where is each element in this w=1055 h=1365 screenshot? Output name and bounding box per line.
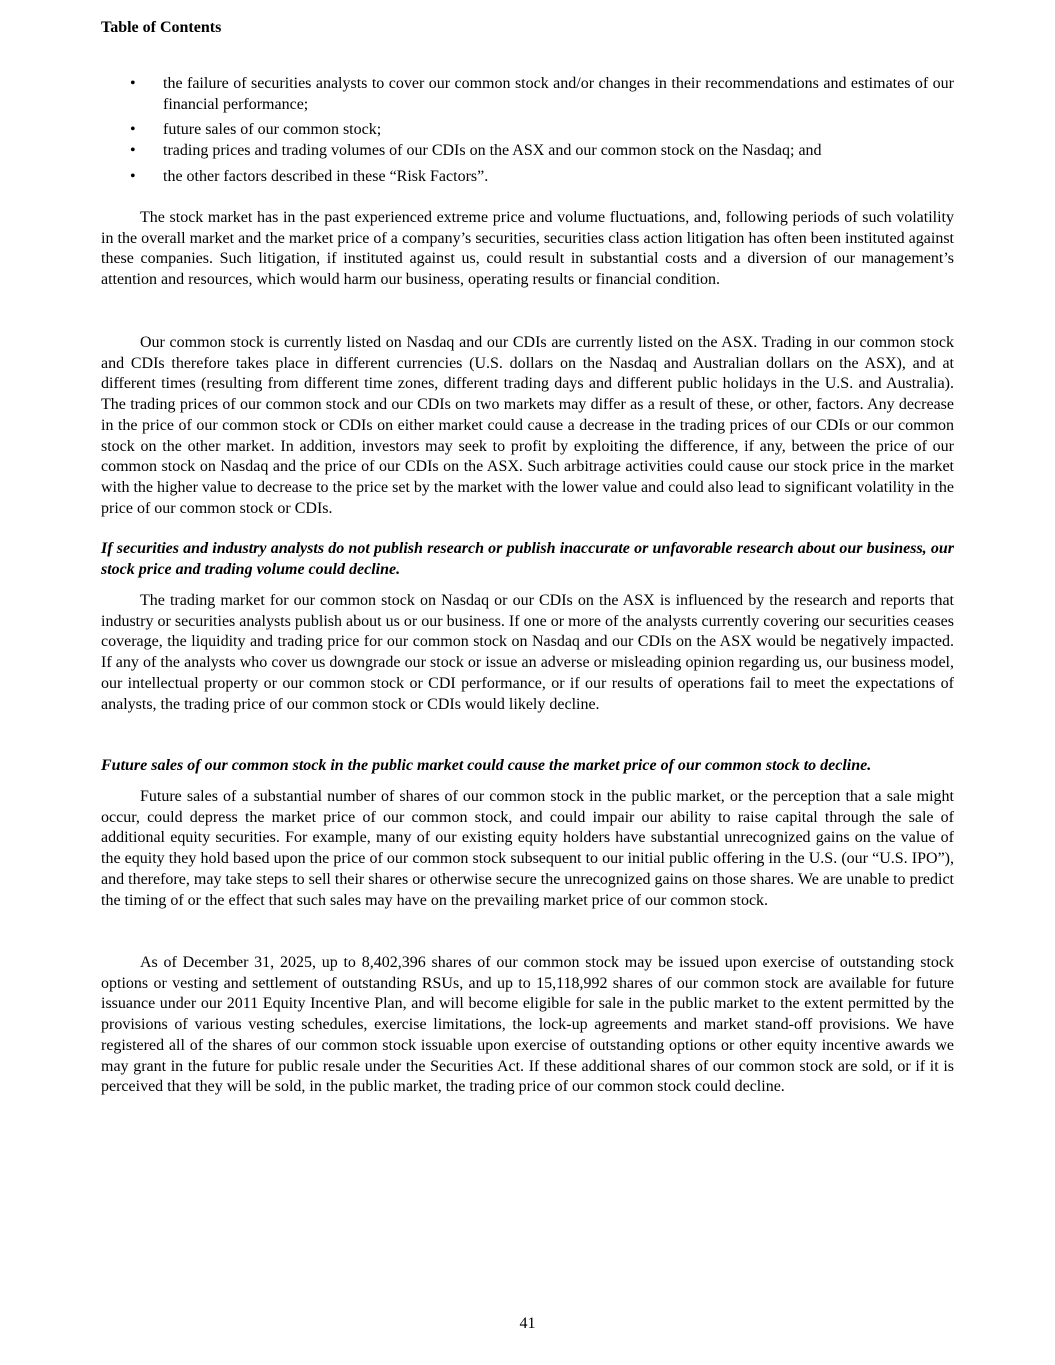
list-item bbox=[101, 74, 954, 115]
paragraph: Our common stock is currently listed on Nasdaq and our CDIs are currently listed on the ASX. Trading in our common stock and CDIs therefore takes place in different currencies (U.S. dollars on the Nasdaq and Australian dollars on the ASX), and at different times (resulting from different time zones, different trading days and different public holidays in the U.S. and Australia). The trading prices of our common stock and our CDIs on two markets may differ as a result of these, or other, factors. Any decrease in the price of our common stock or CDIs on either market could cause a decrease in the trading prices of our CDIs or our common stock on the other market. In addition, investors may seek to profit by exploiting the difference, if any, between the price of our common stock on Nasdaq and the price of our CDIs on the ASX. Such arbitrage activities could cause our stock price in the market with the higher value to decrease to the price set by the market with the lower value and could also lead to significant volatility in the price of our common stock or CDIs. bbox=[101, 334, 954, 517]
list-item-text: the other factors described in these “Risk Factors”. bbox=[163, 168, 489, 185]
list-item-text: future sales of our common stock; bbox=[163, 121, 382, 138]
list-item-text: trading prices and trading volumes of our CDIs on the ASX and our common stock on the Nasdaq; and bbox=[163, 142, 822, 159]
section-heading: Future sales of our common stock in the public market could cause the market price of our common stock to decline. bbox=[101, 757, 872, 774]
page-number: 41 bbox=[519, 1315, 536, 1332]
table-of-contents-link[interactable]: Table of Contents bbox=[101, 19, 222, 36]
bullet-icon: • bbox=[130, 75, 136, 92]
paragraph: As of December 31, 2025, up to 8,402,396 shares of our common stock may be issued upon exercise of outstanding stock options or vesting and settlement of outstanding RSUs, and up to 15,118,992 shares of our common stock are available for future issuance under our 2011 Equity Incentive Plan, and will become eligible for sale in the public market to the extent permitted by the provisions of various vesting schedules, exercise limitations, the lock-up agreements and market stand-off provisions. We have registered all of the shares of our common stock issuable upon exercise of outstanding options or other equity incentive awards we may grant in the future for public resale under the Securities Act. If these additional shares of our common stock are sold, or if it is perceived that they will be sold, in the public market, the trading price of our common stock could decline. bbox=[101, 954, 954, 1096]
section-heading: If securities and industry analysts do not publish research or publish inaccurate or unfavorable research about our business, our stock price and trading volume could decline. bbox=[101, 540, 954, 578]
list-item bbox=[101, 141, 954, 162]
paragraph: The trading market for our common stock on Nasdaq or our CDIs on the ASX is influenced by the research and reports that industry or securities analysts publish about us or our business. If one or more of the analysts currently covering our securities ceases coverage, the liquidity and trading price for our common stock on Nasdaq and our CDIs on the ASX would be negatively impacted. If any of the analysts who cover us downgrade our stock or issue an adverse or misleading opinion regarding us, our business model, our intellectual property or our common stock or CDI performance, or if our results of operations fail to meet the expectations of analysts, the trading price of our common stock or CDIs would likely decline. bbox=[101, 592, 954, 713]
bullet-icon: • bbox=[130, 168, 136, 185]
list-item-text: the failure of securities analysts to cover our common stock and/or changes in their recommendations and estimates of our financial performance; bbox=[163, 75, 954, 113]
paragraph: The stock market has in the past experienced extreme price and volume fluctuations, and, following periods of such volatility in the overall market and the market price of a company’s securities, securities class action litigation has often been instituted against these companies. Such litigation, if instituted against us, could result in substantial costs and a diversion of our management’s attention and resources, which would harm our business, operating results or financial condition. bbox=[101, 209, 954, 289]
paragraph: Future sales of a substantial number of shares of our common stock in the public market, or the perception that a sale might occur, could depress the market price of our common stock, and could impair our ability to raise capital through the sale of additional equity securities. For example, many of our existing equity holders have substantial unrecognized gains on the value of the equity they hold based upon the price of our common stock subsequent to our initial public offering in the U.S. (our “U.S. IPO”), and therefore, may take steps to sell their shares or otherwise secure the unrecognized gains on those shares. We are unable to predict the timing of or the effect that such sales may have on the prevailing market price of our common stock. bbox=[101, 788, 954, 909]
list-item bbox=[101, 167, 954, 188]
list-item bbox=[101, 120, 954, 141]
bullet-icon: • bbox=[130, 121, 136, 138]
bullet-icon: • bbox=[130, 142, 136, 159]
